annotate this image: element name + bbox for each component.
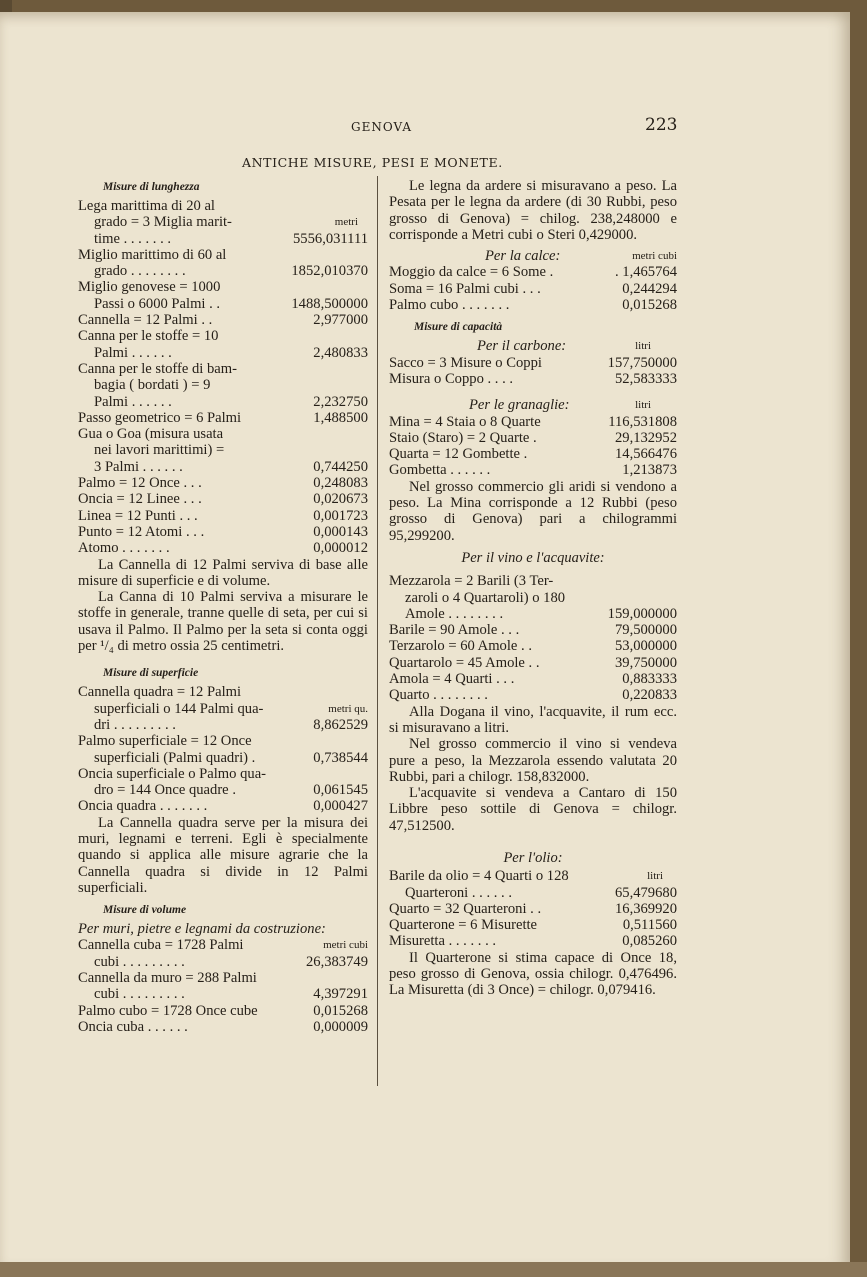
entry-text: Sacco = 3 Misure o Coppi: [389, 354, 542, 371]
entry-value: 52,583333: [614, 370, 677, 387]
entry-text: Linea = 12 Punti . . .: [78, 507, 198, 524]
entry-oncia-superficiale: [78, 766, 368, 799]
entry-text: Oncia quadra . . . . . . .: [78, 798, 208, 815]
entry-text: Palmo superficiale = 12 Once: [78, 733, 252, 750]
entry-value: 0,883333: [622, 671, 677, 688]
entry-text: Oncia = 12 Linee . . .: [78, 491, 202, 508]
entry-text: Gombetta . . . . . .: [389, 462, 491, 479]
entry-cannella-muro: [78, 970, 368, 1003]
entry-canna-bambagia: [78, 361, 368, 410]
paragraph: Alla Dogana il vino, l'acquavite, il rum ecc. si misuravano a litri.: [389, 703, 677, 736]
entry-text: Misuretta . . . . . . .: [389, 933, 497, 950]
entry-miglio-genovese: [78, 279, 368, 312]
entry-value: 16,369920: [614, 900, 677, 917]
entry-value: 8,862529: [313, 716, 368, 733]
entry-text: cubi . . . . . . . . .: [94, 986, 185, 1003]
entry-value: 2,480833: [313, 344, 368, 361]
paragraph: Nel grosso commercio il vino si vendeva pure a peso, la Mezzarola essendo valutata 20 Rubbi, pari a chilogr. 158,832000.: [389, 736, 677, 785]
paragraph: La Cannella quadra serve per la misura dei muri, legnami e terreni. Egli è specialmente quando si applica alle misure agrarie che la Cannella quadra si divide in 12 Palmi superficiali.: [78, 814, 368, 896]
entry-value: 4,397291: [313, 986, 368, 1003]
heading-carbone: Per il carbone:: [477, 338, 567, 355]
entry-text: Quarto = 32 Quarteroni . .: [389, 900, 542, 917]
entry-value: 5556,031111: [293, 230, 368, 247]
entry-value: 1852,010370: [291, 263, 368, 280]
entry-text: Misura o Coppo . . . .: [389, 370, 514, 387]
entry-value: 0,020673: [313, 491, 368, 508]
entry-value: 0,244294: [622, 280, 677, 297]
entry-text: Punto = 12 Atomi . . .: [78, 523, 205, 540]
entry-text: 3 Palmi . . . . . .: [94, 458, 183, 475]
entry-text: Terzarolo = 60 Amole . .: [389, 638, 532, 655]
paragraph: Nel grosso commercio gli aridi si vendono a peso. La Mina corrisponde a 12 Rubbi (peso grosso di Genova) pari a chilogrammi 95,299200.: [389, 478, 677, 544]
unit-label: litri: [635, 399, 651, 412]
entry-text: superficiali o 144 Palmi qua-: [94, 700, 264, 717]
entry-text: zaroli o 4 Quartaroli) o 180: [405, 589, 566, 606]
entry-value: 14,566476: [614, 446, 677, 463]
entry-value: 0,738544: [313, 749, 368, 766]
heading-volume: Misure di volume: [103, 904, 187, 917]
entry-value: 2,977000: [313, 312, 368, 329]
entry-value: 0,000012: [313, 540, 368, 557]
entry-value: 65,479680: [614, 884, 677, 901]
entry-value: 2,232750: [313, 393, 368, 410]
entry-value: 26,383749: [305, 953, 368, 970]
entry-text: Quartarolo = 45 Amole . .: [389, 654, 540, 671]
entry-text: Quarteroni . . . . . .: [405, 884, 512, 901]
entry-value: 0,000143: [313, 523, 368, 540]
entry-cannella-quadra: [78, 684, 368, 733]
entry-text: Gua o Goa (misura usata: [78, 426, 224, 443]
entry-text: Palmi . . . . . .: [94, 344, 172, 361]
entry-value: 116,531808: [608, 413, 677, 430]
entry-value: 159,000000: [607, 605, 677, 622]
entry-text: nei lavori marittimi) =: [94, 442, 225, 459]
entry-text: Staio (Staro) = 2 Quarte .: [389, 429, 537, 446]
entry-value: 1488,500000: [291, 295, 368, 312]
entry-value: 0,061545: [313, 782, 368, 799]
entry-text: Atomo . . . . . . .: [78, 540, 170, 557]
entry-text: Canna per le stoffe di bam-: [78, 360, 237, 377]
entry-text: Cannella da muro = 288 Palmi: [78, 970, 257, 987]
entry-lega: [78, 198, 368, 247]
subheading-volume: Per muri, pietre e legnami da costruzione:: [78, 921, 326, 938]
entry-value: 79,500000: [614, 622, 677, 639]
entry-value: 53,000000: [614, 638, 677, 655]
entry-value: 0,015268: [313, 1002, 368, 1019]
entry-text: Mina = 4 Staia o 8 Quarte: [389, 413, 541, 430]
heading-calce: Per la calce:: [485, 248, 561, 265]
entry-text: Palmo = 12 Once . . .: [78, 475, 202, 492]
entry-text: Oncia superficiale o Palmo qua-: [78, 765, 267, 782]
entry-text: Canna per le stoffe = 10: [78, 328, 219, 345]
entry-text: Amole . . . . . . . .: [405, 605, 504, 622]
entry-text: time . . . . . . .: [94, 230, 172, 247]
entry-text: Miglio marittimo di 60 al: [78, 246, 227, 263]
entry-text: Quarto . . . . . . . .: [389, 687, 488, 704]
entry-text: superficiali (Palmi quadri) .: [94, 749, 256, 766]
entry-text: Oncia cuba . . . . . .: [78, 1018, 188, 1035]
entry-value: 0,000427: [313, 798, 368, 815]
entry-value: 0,511560: [622, 917, 677, 934]
heading-lunghezza: Misure di lunghezza: [103, 181, 200, 193]
unit-label: metri cubi: [632, 250, 677, 263]
paragraph: La Canna di 10 Palmi serviva a misurare le stoffe in generale, tranne quelle di seta, per cui si usava il Palmo. Il Palmo per la seta si conta oggi per ¹/₄ di metro ossia 25 centimetri.: [78, 589, 368, 655]
entry-text: dri . . . . . . . . .: [94, 716, 176, 733]
paragraph: Il Quarterone si stima capace di Once 18, peso grosso di Genova, ossia chilogr. 0,476496. La Misuretta (di 3 Once) = chilogr. 0,079416.: [389, 949, 677, 999]
entry-value: 0,001723: [313, 507, 368, 524]
heading-superficie: Misure di superficie: [103, 667, 199, 680]
heading-olio: Per l'olio:: [503, 849, 563, 866]
column-divider: [377, 176, 378, 1086]
page-bottom-edge: [0, 1262, 867, 1277]
section-title: ANTICHE MISURE, PESI E MONETE.: [242, 155, 503, 170]
entry-text: Moggio da calce = 6 Some .: [389, 264, 554, 281]
entry-text: Quarta = 12 Gombette .: [389, 446, 528, 463]
left-column: [78, 178, 368, 1035]
entry-text: grado . . . . . . . .: [94, 263, 186, 280]
entry-text: dro = 144 Once quadre .: [94, 782, 236, 799]
entry-text: grado = 3 Miglia marit-: [94, 214, 232, 231]
entry-text: Lega marittima di 20 al: [78, 198, 215, 214]
entry-value: 0,000009: [313, 1018, 368, 1035]
paragraph-legna: Le legna da ardere si misuravano a peso. La Pesata per le legna da ardere (di 30 Rubbi, peso grosso di Genova) = chilog. 238,248000 e corrisponde a Metri cubi o Steri 0,429000.: [389, 178, 677, 243]
unit-label: metri cubi: [323, 939, 368, 952]
entry-text: Cannella quadra = 12 Palmi: [78, 684, 242, 701]
unit-label: litri: [635, 340, 651, 353]
unit-label: metri: [334, 216, 358, 229]
entry-text: Barile da olio = 4 Quarti o 128: [389, 868, 569, 885]
entry-value: 1,213873: [622, 462, 677, 479]
heading-granaglie: Per le granaglie:: [469, 397, 570, 414]
entry-text: Palmo cubo = 1728 Once cube: [78, 1002, 258, 1019]
entry-value: 0,015268: [622, 297, 677, 314]
entry-value: 0,248083: [313, 475, 368, 492]
entry-miglio-marittimo: [78, 247, 368, 280]
entry-text: Soma = 16 Palmi cubi . . .: [389, 280, 541, 297]
entry-value: . 1,465764: [614, 264, 677, 281]
unit-label: metri qu.: [328, 702, 368, 715]
running-title: GENOVA: [351, 120, 412, 134]
entry-text: Barile = 90 Amole . . .: [389, 622, 520, 639]
page-number: 223: [645, 115, 678, 135]
entry-value: 0,744250: [313, 458, 368, 475]
entry-value: 39,750000: [614, 654, 677, 671]
entry-text: Amola = 4 Quarti . . .: [389, 671, 515, 688]
entry-value: 1,488500: [313, 409, 368, 426]
entry-text: bagia ( bordati ) = 9: [94, 377, 211, 394]
paragraph: L'acquavite si vendeva a Cantaro di 150 Libbre peso sottile di Genova = chilogr. 47,512500.: [389, 785, 677, 834]
unit-label: litri: [647, 870, 663, 883]
entry-cannella-cuba: [78, 937, 368, 970]
heading-capacita: Misure di capacità: [414, 321, 503, 334]
heading-vino: Per il vino e l'acquavite:: [461, 549, 605, 566]
entry-text: Palmi . . . . . .: [94, 393, 172, 410]
entry-text: cubi . . . . . . . . .: [94, 953, 185, 970]
right-column: [389, 178, 677, 999]
entry-value: 29,132952: [614, 429, 677, 446]
entry-value: 0,085260: [622, 933, 677, 950]
entry-text: Passo geometrico = 6 Palmi: [78, 409, 242, 426]
entry-text: Passi o 6000 Palmi . .: [94, 295, 221, 312]
entry-text: Cannella cuba = 1728 Palmi: [78, 937, 244, 954]
entry-text: Miglio genovese = 1000: [78, 279, 221, 296]
entry-value: 0,220833: [622, 687, 677, 704]
entry-text: Cannella = 12 Palmi . .: [78, 312, 213, 329]
paragraph: La Cannella di 12 Palmi serviva di base alle misure di superficie e di volume.: [78, 556, 368, 589]
entry-text: Mezzarola = 2 Barili (3 Ter-: [389, 573, 554, 590]
entry-text: Quarterone = 6 Misurette: [389, 917, 538, 934]
entry-value: 157,750000: [607, 354, 677, 371]
entry-text: Palmo cubo . . . . . . .: [389, 297, 510, 314]
entry-gua: [78, 426, 368, 475]
entry-canna-stoffe: [78, 328, 368, 361]
entry-palmo-superficiale: [78, 733, 368, 766]
